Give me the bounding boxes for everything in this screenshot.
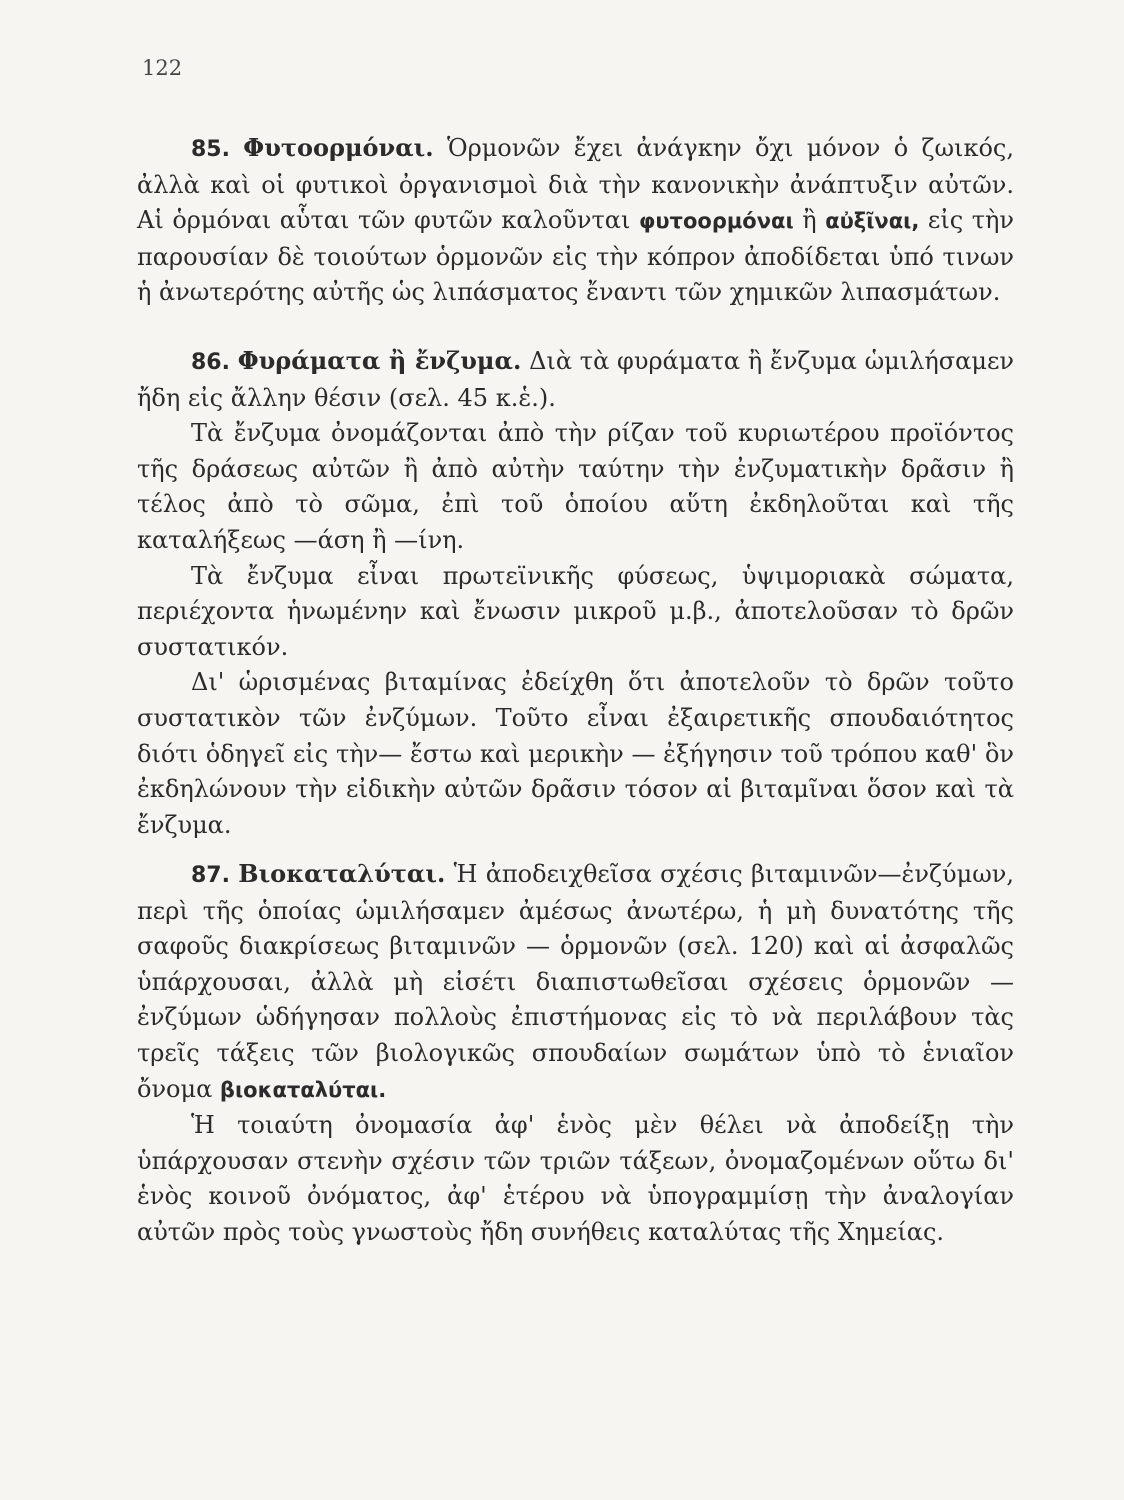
section-86-number: 86. (191, 350, 230, 375)
section-85-title: Φυτοορμόναι. (243, 133, 434, 162)
section-85-text-1: Ὁρμονῶν ἔχει ἀνάγκην ὄχι μόνον ὁ ζωικός, ἀλλὰ καὶ οἱ φυτικοὶ ὀργανισμοὶ διὰ τὴν κανονικὴν ἀνάπτυξιν αὐτῶν. Αἱ ὁρμόναι αὗται τῶν φυτῶν καλοῦνται (137, 134, 1014, 235)
section-87 (137, 856, 1014, 1251)
section-87-paragraph-1 (137, 856, 1014, 1108)
section-87-number: 87. (191, 863, 230, 888)
section-86-text-1: Διὰ τὰ φυράματα ἢ ἔνζυμα ὡμιλήσαμεν ἤδη εἰς ἄλλην θέσιν (σελ. 45 κ.ἑ.). (137, 347, 1014, 412)
section-87-text-1: Ἡ ἀποδειχθεῖσα σχέσις βιταμινῶν—ἐνζύμων, περὶ τῆς ὁποίας ὡμιλήσαμεν ἀμέσως ἀνωτέρω, ἡ μὴ δυνατότης τῆς σαφοῦς διακρίσεως βιταμινῶν — ὁρμονῶν (σελ. 120) καὶ αἱ ἀσφαλῶς ὑπάρχουσαι, ἀλλὰ μὴ εἰσέτι διαπιστωθεῖσαι σχέσεις ὁρμονῶν — ἐνζύμων ὡδήγησαν πολλοὺς ἐπιστήμονας εἰς τὸ νὰ περιλάβουν τὰς τρεῖς τάξεις τῶν βιολογικῶς σπουδαίων σωμάτων ὑπὸ τὸ ἑνιαῖον ὄνομα (137, 860, 1014, 1103)
section-87-paragraph-2: Ἡ τοιαύτη ὀνομασία ἀφ' ἑνὸς μὲν θέλει νὰ ἀποδείξῃ τὴν ὑπάρχουσαν στενὴν σχέσιν τῶν τριῶν τάξεων, ὀνομαζομένων οὕτω δι' ἑνὸς κοινοῦ ὀνόματος, ἀφ' ἑτέρου νὰ ὑπογραμμίσῃ τὴν ἀναλογίαν αὐτῶν πρὸς τοὺς γνωστοὺς ἤδη συνήθεις καταλύτας τῆς Χημείας. (137, 1111, 1014, 1246)
section-86-title: Φυράματα ἢ ἔνζυμα. (237, 346, 522, 375)
section-86-paragraph-3: Τὰ ἔνζυμα εἶναι πρωτεϊνικῆς φύσεως, ὑψιμοριακὰ σώματα, περιέχοντα ἡνωμένην καὶ ἔνωσιν μικροῦ μ.β., ἀποτελοῦσαν τὸ δρῶν συστατικόν. (137, 561, 1014, 661)
section-86 (137, 343, 1014, 843)
section-85-text-3: εἰς τὴν παρουσίαν δὲ τοιούτων ὁρμονῶν εἰς τὴν κόπρον ἀποδίδεται ὑπό τινων ἡ ἀνωτερότης αὐτῆς ὡς λιπάσματος ἔναντι τῶν χημικῶν λιπασμάτων. (137, 206, 1014, 307)
term-phytohormones: φυτοορμόναι (638, 209, 794, 234)
section-86-paragraph-1 (137, 343, 1014, 416)
section-85 (137, 130, 1014, 311)
section-86-paragraph-4: Δι' ὡρισμένας βιταμίνας ἐδείχθη ὅτι ἀποτελοῦν τὸ δρῶν τοῦτο συστατικὸν τῶν ἐνζύμων. Τοῦτο εἶναι ἐξαιρετικῆς σπουδαιότητος διότι ὁδηγεῖ εἰς τὴν— ἔστω καὶ μερικὴν — ἐξήγησιν τοῦ τρόπου καθ' ὃν ἐκδηλώνουν τὴν εἰδικὴν αὐτῶν δρᾶσιν τόσον αἱ βιταμῖναι ὅσον καὶ τὰ ἔνζυμα. (137, 668, 1014, 839)
page-number: 122 (142, 56, 183, 80)
section-86-paragraph-2: Τὰ ἔνζυμα ὀνομάζονται ἀπὸ τὴν ρίζαν τοῦ κυριωτέρου προϊόντος τῆς δράσεως αὐτῶν ἢ ἀπὸ αὐτὴν ταύτην τὴν ἐνζυματικὴν δρᾶσιν ἢ τέλος ἀπὸ τὸ σῶμα, ἐπὶ τοῦ ὁποίου αὕτη ἐκδηλοῦται καὶ τῆς καταλήξεως —άση ἢ —ίνη. (137, 419, 1014, 554)
section-85-number: 85. (191, 137, 230, 162)
section-87-title: Βιοκαταλύται. (238, 859, 446, 888)
term-biocatalysts: βιοκαταλύται. (219, 1077, 387, 1102)
section-85-text-2: ἢ (793, 206, 826, 235)
section-85-paragraph (137, 130, 1014, 311)
term-auxins: αὐξῖναι, (825, 209, 920, 234)
